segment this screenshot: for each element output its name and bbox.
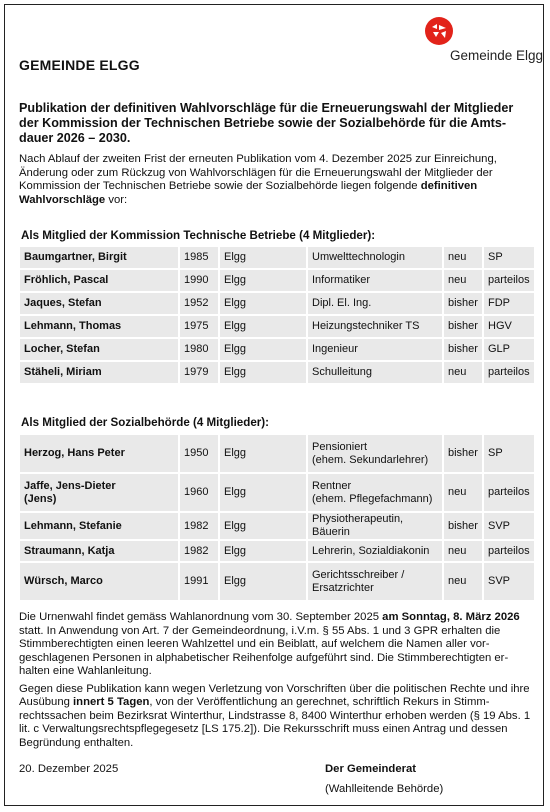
profession: Informatiker — [308, 270, 442, 291]
party: parteilos — [484, 474, 534, 511]
council-subtitle: (Wahlleitende Behörde) — [325, 783, 444, 795]
profession: Physiotherapeutin, Bäuerin — [308, 513, 442, 539]
section-title-technical: Als Mitglied der Kommission Technische Betriebe (4 Mitglieder): — [21, 229, 376, 242]
residence: Elgg — [220, 513, 306, 539]
party: SVP — [484, 563, 534, 600]
profession: Schulleitung — [308, 362, 442, 383]
birth-year: 1985 — [180, 247, 218, 268]
residence: Elgg — [220, 293, 306, 314]
party: SP — [484, 435, 534, 472]
incumbency-status: bisher — [444, 293, 482, 314]
party: HGV — [484, 316, 534, 337]
birth-year: 1952 — [180, 293, 218, 314]
party: parteilos — [484, 270, 534, 291]
candidate-name: Herzog, Hans Peter — [20, 435, 178, 472]
profession: Umwelttechnologin — [308, 247, 442, 268]
candidates-table-social — [18, 433, 536, 602]
intro-tail: vor: — [105, 193, 128, 206]
profession: Lehrerin, Sozialdiakonin — [308, 541, 442, 561]
incumbency-status: bisher — [444, 339, 482, 360]
incumbency-status: bisher — [444, 513, 482, 539]
candidate-name: Straumann, Katja — [20, 541, 178, 561]
candidate-name: Stäheli, Miriam — [20, 362, 178, 383]
incumbency-status: bisher — [444, 435, 482, 472]
incumbency-status: neu — [444, 362, 482, 383]
profession: Ingenieur — [308, 339, 442, 360]
birth-year: 1982 — [180, 513, 218, 539]
candidate-row — [20, 563, 534, 600]
candidate-row — [20, 435, 534, 472]
profession: Pensioniert (ehem. Sekundarlehrer) — [308, 435, 442, 472]
birth-year: 1991 — [180, 563, 218, 600]
publication-heading: Publikation der definitiven Wahlvorschläge für die Erneuerungswahl der Mitglieder der Kommission der Technischen Betriebe sowie der Sozialbehörde für die Amtsdauer 2026 – 2030. — [19, 101, 514, 145]
birth-year: 1950 — [180, 435, 218, 472]
candidate-row — [20, 316, 534, 337]
candidate-row — [20, 513, 534, 539]
candidate-name: Baumgartner, Birgit — [20, 247, 178, 268]
candidate-row — [20, 541, 534, 561]
birth-year: 1975 — [180, 316, 218, 337]
incumbency-status: neu — [444, 474, 482, 511]
birth-year: 1980 — [180, 339, 218, 360]
candidate-name: Lehmann, Stefanie — [20, 513, 178, 539]
birth-year: 1960 — [180, 474, 218, 511]
intro-paragraph — [19, 153, 531, 207]
candidate-name: Fröhlich, Pascal — [20, 270, 178, 291]
incumbency-status: bisher — [444, 316, 482, 337]
residence: Elgg — [220, 563, 306, 600]
incumbency-status: neu — [444, 247, 482, 268]
election-paragraph: Die Urnenwahl findet gemäss Wahlanordnung vom 30. September 2025 am Sonntag, 8. März 2026 statt. In Anwendung von Art. 7 der Gemeindeordnung, i.V.m. § 55 Abs. 1 und 3 GPR erhalten die Stimmberechtigten einen leeren Wahlzettel und ein Beiblatt, auf welchem die Namen aller vorgeschlagenen Personen in alphabetischer Reihenfolge aufgeführt sind. Die Stimmberechtigten erhalten eine Wahlanleitung. — [19, 611, 520, 677]
party: GLP — [484, 339, 534, 360]
publication-date: 20. Dezember 2025 — [19, 763, 119, 775]
closing-text — [19, 611, 531, 754]
candidate-name: Lehmann, Thomas — [20, 316, 178, 337]
candidate-row — [20, 247, 534, 268]
residence: Elgg — [220, 270, 306, 291]
municipality-title: GEMEINDE ELGG — [19, 57, 140, 73]
residence: Elgg — [220, 435, 306, 472]
section-title-social: Als Mitglied der Sozialbehörde (4 Mitglieder): — [21, 416, 270, 429]
residence: Elgg — [220, 316, 306, 337]
candidates-table-technical — [18, 245, 536, 385]
residence: Elgg — [220, 339, 306, 360]
elgg-coat-of-arms-icon — [424, 16, 454, 46]
incumbency-status: neu — [444, 270, 482, 291]
birth-year: 1990 — [180, 270, 218, 291]
council-signature: Der Gemeinderat — [325, 763, 417, 775]
candidate-name: Locher, Stefan — [20, 339, 178, 360]
profession: Gerichtsschreiber / Ersatzrichter — [308, 563, 442, 600]
residence: Elgg — [220, 247, 306, 268]
intro-bold: definitiven Wahlvorschläge — [19, 180, 478, 206]
residence: Elgg — [220, 541, 306, 561]
logo-text: Gemeinde Elgg — [450, 48, 544, 63]
party: parteilos — [484, 362, 534, 383]
candidate-name: Jaffe, Jens-Dieter (Jens) — [20, 474, 178, 511]
candidate-row — [20, 339, 534, 360]
birth-year: 1982 — [180, 541, 218, 561]
incumbency-status: neu — [444, 563, 482, 600]
incumbency-status: neu — [444, 541, 482, 561]
birth-year: 1979 — [180, 362, 218, 383]
candidate-name: Würsch, Marco — [20, 563, 178, 600]
party: parteilos — [484, 541, 534, 561]
intro-text: Nach Ablauf der zweiten Frist der erneuten Publikation vom 4. Dezember 2025 zur Einreichung, Änderung oder zum Rückzug von Wahlvorschlägen für die Erneuerungswahl der Mitglieder der Kommission der Technischen Betriebe sowie der Sozialbehörde liegen folgende — [19, 153, 497, 192]
residence: Elgg — [220, 362, 306, 383]
logo — [422, 16, 542, 66]
appeal-paragraph: Gegen diese Publikation kann wegen Verletzung von Vorschriften über die politischen Rechte und ihre Ausübung innert 5 Tagen, von der Veröffentlichung an gerechnet, schriftlich Rekurs in Stimmrechtssachen beim Bezirksrat Winterthur, Lindstrasse 8, 8400 Winterthur erhoben werden (§ 19 Abs. 1 lit. c Verwaltungsrechtspflegegesetz [LS 175.2]). Die Rekursschrift muss einen Antrag und dessen Begründung enthalten. — [19, 682, 531, 749]
candidate-row — [20, 474, 534, 511]
candidate-row — [20, 293, 534, 314]
residence: Elgg — [220, 474, 306, 511]
profession: Rentner (ehem. Pflegefachmann) — [308, 474, 442, 511]
party: FDP — [484, 293, 534, 314]
party: SVP — [484, 513, 534, 539]
party: SP — [484, 247, 534, 268]
candidate-name: Jaques, Stefan — [20, 293, 178, 314]
candidate-row — [20, 270, 534, 291]
candidate-row — [20, 362, 534, 383]
profession: Dipl. El. Ing. — [308, 293, 442, 314]
profession: Heizungstechniker TS — [308, 316, 442, 337]
